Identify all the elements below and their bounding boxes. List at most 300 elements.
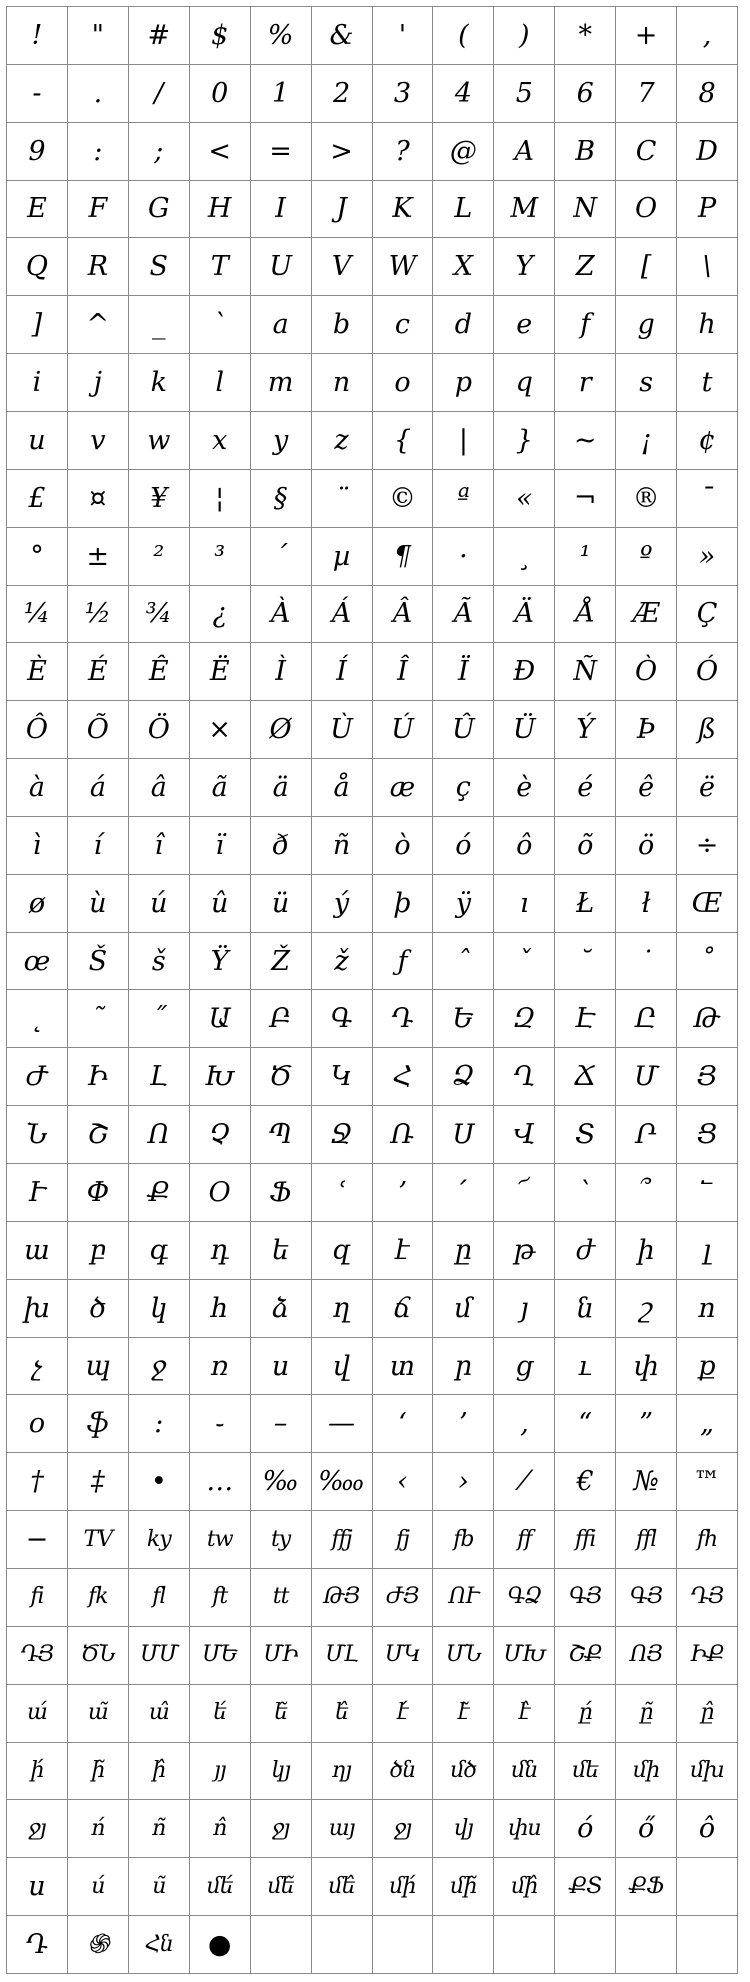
glyph-cell: Ï xyxy=(433,643,494,701)
glyph-cell: ð xyxy=(251,817,312,875)
glyph-cell: T xyxy=(190,238,251,296)
glyph-cell: ® xyxy=(616,470,677,528)
glyph-cell: õ xyxy=(555,817,616,875)
glyph-cell: % xyxy=(251,7,312,65)
glyph-cell: Լ xyxy=(129,1048,190,1106)
glyph-cell: è xyxy=(494,759,555,817)
glyph-cell: - xyxy=(7,65,68,123)
glyph-cell: ԴՅ xyxy=(7,1627,68,1685)
glyph-cell: Յ xyxy=(677,1048,738,1106)
glyph-cell: վյ xyxy=(433,1800,494,1858)
glyph-cell: L xyxy=(433,181,494,239)
glyph-cell: S xyxy=(129,238,190,296)
glyph-cell: a xyxy=(251,296,312,354)
glyph-cell: Ջ xyxy=(312,1106,373,1164)
glyph-cell: ժ xyxy=(555,1222,616,1280)
glyph-cell: Î xyxy=(373,643,434,701)
glyph-cell: & xyxy=(312,7,373,65)
glyph-cell: ffj xyxy=(312,1511,373,1569)
glyph-cell xyxy=(616,1916,677,1974)
glyph-cell: ü xyxy=(251,875,312,933)
glyph-cell: Գ xyxy=(312,990,373,1048)
glyph-cell: Ä xyxy=(494,586,555,644)
glyph-cell: t xyxy=(677,354,738,412)
glyph-cell: ա̃ xyxy=(68,1685,129,1743)
glyph-cell xyxy=(677,1858,738,1916)
glyph-cell: 4 xyxy=(433,65,494,123)
glyph-cell: Ú xyxy=(373,701,434,759)
glyph-cell: c xyxy=(373,296,434,354)
glyph-cell: մի̃ xyxy=(433,1858,494,1916)
glyph-cell: ~ xyxy=(555,412,616,470)
glyph-cell: ¨ xyxy=(312,470,373,528)
glyph-cell: 7 xyxy=(616,65,677,123)
glyph-cell: կ xyxy=(129,1280,190,1338)
glyph-cell: Բ xyxy=(251,990,312,1048)
glyph-cell: Ծ xyxy=(251,1048,312,1106)
glyph-cell: փս xyxy=(494,1800,555,1858)
glyph-cell: օ xyxy=(7,1395,68,1453)
glyph-cell: § xyxy=(251,470,312,528)
glyph-cell: Ճ xyxy=(555,1048,616,1106)
glyph-cell: ն xyxy=(555,1280,616,1338)
glyph-cell: ffl xyxy=(616,1511,677,1569)
glyph-cell: < xyxy=(190,123,251,181)
glyph-cell: Š xyxy=(68,933,129,991)
glyph-cell: մ xyxy=(433,1280,494,1338)
glyph-cell: Ì xyxy=(251,643,312,701)
glyph-cell: ՄՆ xyxy=(433,1627,494,1685)
glyph-cell: ՄԿ xyxy=(373,1627,434,1685)
glyph-cell: ñ xyxy=(312,817,373,875)
glyph-cell: Մ xyxy=(616,1048,677,1106)
glyph-cell: p xyxy=(433,354,494,412)
glyph-cell: | xyxy=(433,412,494,470)
glyph-cell: ÷ xyxy=(677,817,738,875)
glyph-cell: դ xyxy=(190,1222,251,1280)
glyph-cell: E xyxy=(7,181,68,239)
glyph-cell: ԹՅ xyxy=(312,1569,373,1627)
glyph-cell: æ xyxy=(373,759,434,817)
glyph-cell: ԺՅ xyxy=(373,1569,434,1627)
glyph-cell: þ xyxy=(373,875,434,933)
glyph-cell: M xyxy=(494,181,555,239)
glyph-cell: Պ xyxy=(251,1106,312,1164)
glyph-cell: ջյ xyxy=(373,1800,434,1858)
glyph-cell: F xyxy=(68,181,129,239)
glyph-cell: Ÿ xyxy=(190,933,251,991)
glyph-cell: ô xyxy=(677,1800,738,1858)
glyph-cell: ¸ xyxy=(494,528,555,586)
glyph-cell: ffi xyxy=(555,1511,616,1569)
glyph-cell: ‹ xyxy=(373,1453,434,1511)
glyph-cell: լ xyxy=(677,1222,738,1280)
glyph-cell: ) xyxy=(494,7,555,65)
glyph-cell: Ձ xyxy=(433,1048,494,1106)
glyph-cell: ™ xyxy=(677,1453,738,1511)
glyph-cell: © xyxy=(373,470,434,528)
glyph-cell: ff xyxy=(494,1511,555,1569)
glyph-grid xyxy=(6,6,738,1974)
glyph-cell: ծ xyxy=(68,1280,129,1338)
glyph-cell: ] xyxy=(7,296,68,354)
glyph-cell: A xyxy=(494,123,555,181)
glyph-cell: ԳՁ xyxy=(494,1569,555,1627)
glyph-cell: Ö xyxy=(129,701,190,759)
glyph-cell: ֍ xyxy=(68,1916,129,1974)
glyph-cell: է́ xyxy=(373,1685,434,1743)
glyph-cell: ⁄ xyxy=(494,1453,555,1511)
glyph-cell: ª xyxy=(433,470,494,528)
glyph-cell: ö xyxy=(616,817,677,875)
glyph-cell: @ xyxy=(433,123,494,181)
glyph-cell: ո́ xyxy=(68,1800,129,1858)
glyph-cell: ՝ xyxy=(555,1164,616,1222)
glyph-cell: Ը xyxy=(616,990,677,1048)
glyph-cell: í xyxy=(68,817,129,875)
glyph-cell: ˆ xyxy=(433,933,494,991)
glyph-cell: Օ xyxy=(190,1164,251,1222)
glyph-cell: ý xyxy=(312,875,373,933)
glyph-cell: ԴՅ xyxy=(677,1569,738,1627)
glyph-cell: 2 xyxy=(312,65,373,123)
glyph-cell: ‱ xyxy=(312,1453,373,1511)
glyph-cell: ՞ xyxy=(616,1164,677,1222)
glyph-cell: մե́ xyxy=(190,1858,251,1916)
glyph-cell: ՛ xyxy=(433,1164,494,1222)
glyph-cell: y xyxy=(251,412,312,470)
glyph-cell: ղյ xyxy=(312,1743,373,1801)
glyph-cell: մի́ xyxy=(373,1858,434,1916)
glyph-cell: : xyxy=(68,123,129,181)
glyph-cell: š xyxy=(129,933,190,991)
glyph-cell: ³ xyxy=(190,528,251,586)
glyph-cell: Փ xyxy=(68,1164,129,1222)
glyph-cell: ² xyxy=(129,528,190,586)
glyph-cell: Ø xyxy=(251,701,312,759)
glyph-cell: Á xyxy=(312,586,373,644)
glyph-cell: մի̂ xyxy=(494,1858,555,1916)
glyph-cell: j xyxy=(68,354,129,412)
glyph-cell: N xyxy=(555,181,616,239)
glyph-cell: K xyxy=(373,181,434,239)
glyph-cell: û xyxy=(190,875,251,933)
glyph-cell: î xyxy=(129,817,190,875)
glyph-cell: խ xyxy=(7,1280,68,1338)
glyph-cell: − xyxy=(7,1511,68,1569)
glyph-cell xyxy=(677,1916,738,1974)
glyph-cell: r xyxy=(555,354,616,412)
glyph-cell: ky xyxy=(129,1511,190,1569)
glyph-cell: ֆ xyxy=(68,1395,129,1453)
glyph-cell: u xyxy=(7,412,68,470)
glyph-cell: O xyxy=(616,181,677,239)
glyph-cell: ք xyxy=(677,1338,738,1396)
glyph-cell: ò xyxy=(373,817,434,875)
glyph-cell: ¿ xyxy=(190,586,251,644)
glyph-cell: £ xyxy=(7,470,68,528)
glyph-cell: ˜ xyxy=(68,990,129,1048)
glyph-cell: ¥ xyxy=(129,470,190,528)
glyph-cell: ը́ xyxy=(555,1685,616,1743)
glyph-cell: ı xyxy=(494,875,555,933)
glyph-cell: է̃ xyxy=(433,1685,494,1743)
glyph-cell: D xyxy=(677,123,738,181)
glyph-cell: մծ xyxy=(433,1743,494,1801)
glyph-cell: ջ xyxy=(129,1338,190,1396)
glyph-cell: g xyxy=(616,296,677,354)
glyph-cell xyxy=(555,1916,616,1974)
glyph-cell: ` xyxy=(190,296,251,354)
glyph-cell: ս xyxy=(7,1858,68,1916)
glyph-cell: շ xyxy=(616,1280,677,1338)
glyph-cell: tt xyxy=(251,1569,312,1627)
glyph-cell: # xyxy=(129,7,190,65)
glyph-cell: » xyxy=(677,528,738,586)
glyph-cell: ł xyxy=(616,875,677,933)
glyph-cell: q xyxy=(494,354,555,412)
glyph-cell: G xyxy=(129,181,190,239)
glyph-cell: Õ xyxy=(68,701,129,759)
glyph-cell: ƒ xyxy=(373,933,434,991)
glyph-cell: Վ xyxy=(494,1106,555,1164)
glyph-cell: ր xyxy=(433,1338,494,1396)
glyph-cell: ս̃ xyxy=(129,1858,190,1916)
glyph-cell: ՙ xyxy=(312,1164,373,1222)
glyph-cell: 6 xyxy=(555,65,616,123)
glyph-cell: Ç xyxy=(677,586,738,644)
glyph-cell: Ֆ xyxy=(251,1164,312,1222)
glyph-cell: å xyxy=(312,759,373,817)
glyph-cell: } xyxy=(494,412,555,470)
glyph-cell: բ xyxy=(68,1222,129,1280)
glyph-cell: ԳՅ xyxy=(616,1569,677,1627)
glyph-cell: ő xyxy=(616,1800,677,1858)
glyph-cell: ’ xyxy=(433,1395,494,1453)
glyph-cell: † xyxy=(7,1453,68,1511)
glyph-cell: ¶ xyxy=(373,528,434,586)
glyph-cell: ը xyxy=(433,1222,494,1280)
glyph-cell: * xyxy=(555,7,616,65)
glyph-cell: fh xyxy=(677,1511,738,1569)
glyph-cell: P xyxy=(677,181,738,239)
glyph-cell: Z xyxy=(555,238,616,296)
glyph-cell: / xyxy=(129,65,190,123)
glyph-cell: ի́ xyxy=(7,1743,68,1801)
glyph-cell: Դ xyxy=(7,1916,68,1974)
glyph-cell: ա̂ xyxy=(129,1685,190,1743)
glyph-cell: C xyxy=(616,123,677,181)
glyph-cell: ë xyxy=(677,759,738,817)
glyph-cell: ! xyxy=(7,7,68,65)
glyph-cell: ը̃ xyxy=(616,1685,677,1743)
glyph-cell: [ xyxy=(616,238,677,296)
glyph-cell: fk xyxy=(68,1569,129,1627)
glyph-cell: . xyxy=(68,65,129,123)
glyph-cell: › xyxy=(433,1453,494,1511)
glyph-cell: f xyxy=(555,296,616,354)
glyph-cell: ó xyxy=(433,817,494,875)
glyph-cell: ä xyxy=(251,759,312,817)
glyph-cell: ± xyxy=(68,528,129,586)
glyph-cell: ˝ xyxy=(129,990,190,1048)
glyph-cell: tw xyxy=(190,1511,251,1569)
glyph-cell: ԻՔ xyxy=(677,1627,738,1685)
glyph-cell xyxy=(433,1916,494,1974)
glyph-cell: ՄԼ xyxy=(312,1627,373,1685)
glyph-cell: Þ xyxy=(616,701,677,759)
glyph-cell: ե́ xyxy=(190,1685,251,1743)
glyph-cell: ? xyxy=(373,123,434,181)
glyph-cell: ծն xyxy=(373,1743,434,1801)
glyph-cell: \ xyxy=(677,238,738,296)
glyph-cell: â xyxy=(129,759,190,817)
glyph-cell: « xyxy=(494,470,555,528)
glyph-cell: ê xyxy=(616,759,677,817)
glyph-cell: Ր xyxy=(616,1106,677,1164)
glyph-cell: Ü xyxy=(494,701,555,759)
glyph-cell: i xyxy=(7,354,68,412)
glyph-cell: ղ xyxy=(312,1280,373,1338)
glyph-cell: ե xyxy=(251,1222,312,1280)
glyph-cell: h xyxy=(677,296,738,354)
glyph-cell: ˘ xyxy=(555,933,616,991)
glyph-cell: Չ xyxy=(190,1106,251,1164)
glyph-cell: ù xyxy=(68,875,129,933)
glyph-cell: ճ xyxy=(373,1280,434,1338)
glyph-cell: ç xyxy=(433,759,494,817)
glyph-cell: º xyxy=(616,528,677,586)
glyph-cell: k xyxy=(129,354,190,412)
glyph-cell: ՚ xyxy=(373,1164,434,1222)
glyph-cell: Ք xyxy=(129,1164,190,1222)
glyph-cell: ո xyxy=(677,1280,738,1338)
glyph-cell: Ռ xyxy=(373,1106,434,1164)
glyph-cell: d xyxy=(433,296,494,354)
glyph-cell: ‰ xyxy=(251,1453,312,1511)
glyph-cell: ; xyxy=(129,123,190,181)
glyph-cell: ˛ xyxy=(7,990,68,1048)
glyph-cell: Ի xyxy=(68,1048,129,1106)
glyph-cell: ' xyxy=(373,7,434,65)
glyph-cell: վ xyxy=(312,1338,373,1396)
glyph-cell: + xyxy=(616,7,677,65)
glyph-cell: e xyxy=(494,296,555,354)
glyph-cell: Y xyxy=(494,238,555,296)
glyph-cell: ï xyxy=(190,817,251,875)
glyph-cell: { xyxy=(373,412,434,470)
glyph-cell: ● xyxy=(190,1916,251,1974)
glyph-cell: 3 xyxy=(373,65,434,123)
glyph-cell: Ê xyxy=(129,643,190,701)
glyph-cell: ց xyxy=(494,1338,555,1396)
glyph-cell: 1 xyxy=(251,65,312,123)
glyph-cell: Ý xyxy=(555,701,616,759)
glyph-cell: Թ xyxy=(677,990,738,1048)
glyph-cell: Æ xyxy=(616,586,677,644)
glyph-cell: ի xyxy=(616,1222,677,1280)
glyph-cell: ՄՄ xyxy=(129,1627,190,1685)
glyph-cell: Q xyxy=(7,238,68,296)
glyph-cell: TV xyxy=(68,1511,129,1569)
glyph-cell: կյ xyxy=(251,1743,312,1801)
glyph-cell: ՄԽ xyxy=(494,1627,555,1685)
glyph-cell: ի̂ xyxy=(129,1743,190,1801)
glyph-cell: ե̂ xyxy=(312,1685,373,1743)
glyph-cell: Զ xyxy=(494,990,555,1048)
glyph-cell: № xyxy=(616,1453,677,1511)
glyph-cell: ՔՏ xyxy=(555,1858,616,1916)
glyph-cell: · xyxy=(433,528,494,586)
glyph-cell: ¢ xyxy=(677,412,738,470)
glyph-cell: Ե xyxy=(433,990,494,1048)
glyph-cell: ã xyxy=(190,759,251,817)
glyph-cell: ó xyxy=(555,1800,616,1858)
glyph-cell: À xyxy=(251,586,312,644)
glyph-cell: — xyxy=(312,1395,373,1453)
glyph-cell: ´ xyxy=(251,528,312,586)
glyph-cell: s xyxy=(616,354,677,412)
glyph-cell: n xyxy=(312,354,373,412)
glyph-cell: տ xyxy=(373,1338,434,1396)
glyph-cell: ô xyxy=(494,817,555,875)
glyph-cell: ¬ xyxy=(555,470,616,528)
glyph-cell: × xyxy=(190,701,251,759)
glyph-cell: Ն xyxy=(7,1106,68,1164)
glyph-cell: Ô xyxy=(7,701,68,759)
glyph-cell: թ xyxy=(494,1222,555,1280)
glyph-cell: ˙ xyxy=(616,933,677,991)
glyph-cell: Ա xyxy=(190,990,251,1048)
glyph-cell: 8 xyxy=(677,65,738,123)
glyph-cell: " xyxy=(68,7,129,65)
glyph-cell: մխ xyxy=(677,1743,738,1801)
glyph-cell: 5 xyxy=(494,65,555,123)
glyph-cell: յյ xyxy=(190,1743,251,1801)
glyph-cell: Է xyxy=(555,990,616,1048)
glyph-cell xyxy=(312,1916,373,1974)
glyph-cell: ß xyxy=(677,701,738,759)
glyph-cell: ՄԵ xyxy=(190,1627,251,1685)
glyph-cell: ։ xyxy=(129,1395,190,1453)
glyph-cell: ì xyxy=(7,817,68,875)
glyph-cell: Կ xyxy=(312,1048,373,1106)
glyph-cell: մե xyxy=(555,1743,616,1801)
glyph-cell: w xyxy=(129,412,190,470)
glyph-cell: Հն xyxy=(129,1916,190,1974)
glyph-cell: ձ xyxy=(251,1280,312,1338)
glyph-cell: € xyxy=(555,1453,616,1511)
glyph-cell: յ xyxy=(494,1280,555,1338)
glyph-cell: Ó xyxy=(677,643,738,701)
glyph-cell: Տ xyxy=(555,1106,616,1164)
glyph-cell: B xyxy=(555,123,616,181)
glyph-cell: ž xyxy=(312,933,373,991)
glyph-cell: Ղ xyxy=(494,1048,555,1106)
glyph-cell: ° xyxy=(7,528,68,586)
glyph-cell: ½ xyxy=(68,586,129,644)
glyph-cell: ø xyxy=(7,875,68,933)
glyph-cell: ˇ xyxy=(494,933,555,991)
glyph-cell: ¹ xyxy=(555,528,616,586)
glyph-cell: U xyxy=(251,238,312,296)
glyph-cell: x xyxy=(190,412,251,470)
glyph-cell: ո̂ xyxy=(190,1800,251,1858)
glyph-cell xyxy=(373,1916,434,1974)
glyph-cell: այ xyxy=(312,1800,373,1858)
glyph-cell: Ո xyxy=(129,1106,190,1164)
glyph-cell: È xyxy=(7,643,68,701)
